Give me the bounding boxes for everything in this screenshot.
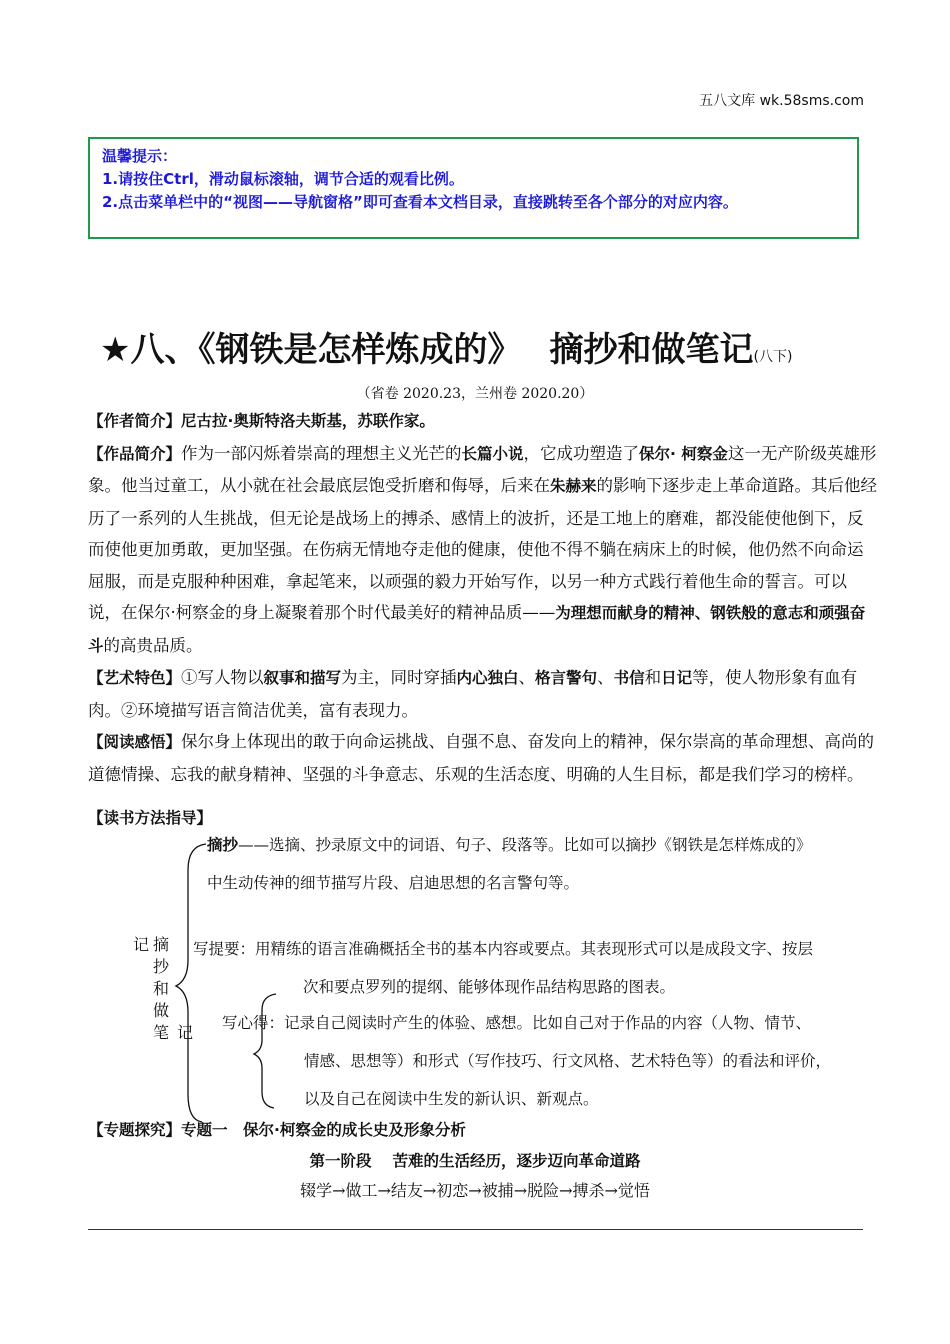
- method-branch-tail: 记: [177, 1023, 194, 1042]
- feeling-line-1: 记录自己阅读时产生的体验、感想。比如自己对于作品的内容（人物、情节、: [284, 1014, 812, 1032]
- art-text-4: 、: [597, 668, 614, 687]
- excerpt-line-1: ——选摘、抄录原文中的词语、句子、段落等。比如可以摘抄《钢铁是怎样炼成的》: [238, 836, 812, 854]
- branch-char-1: 摘: [153, 935, 170, 954]
- excerpt-block: [207, 826, 887, 902]
- feeling-line-3: 以及自己在阅读中生发的新认识、新观点。: [304, 1090, 599, 1108]
- feeling-line-2: 情感、思想等）和形式（写作技巧、行文风格、艺术特色等）的看法和评价，: [304, 1052, 832, 1070]
- art-text-1: ①写人物以: [181, 668, 264, 687]
- branch-char-3: 和: [153, 979, 170, 998]
- work-bold-3: 朱赫来: [550, 477, 597, 495]
- title-second: 摘抄和做笔记: [549, 330, 754, 370]
- page-title: [100, 322, 792, 371]
- art-bold-1: 叙事和描写: [263, 669, 342, 687]
- bottom-divider: [88, 1229, 863, 1230]
- topic-name: 专题一 保尔·柯察金的成长史及形象分析: [181, 1121, 466, 1139]
- excerpt-line-2: 中生动传神的细节描写片段、启迪思想的名言警句等。: [207, 874, 580, 892]
- header-site-label: 五八文库 wk.58sms.com: [699, 93, 864, 109]
- author-paragraph: [88, 405, 878, 438]
- tip-line-1: 1.请按住Ctrl，滑动鼠标滚轴，调节合适的观看比例。: [102, 170, 464, 188]
- reading-text: 保尔身上体现出的敢于向命运挑战、自强不息、奋发向上的精神，保尔崇高的革命理想、高尚的道德情操、忘我的献身精神、坚强的斗争意志、乐观的生活态度、明确的人生目标，都是我们学习的榜样。: [88, 732, 875, 784]
- work-text-4: 的影响下逐步走上革命道路。其后他经历了一系列的人生挑战，但无论是战场上的搏杀、感情上的波折，还是工地上的磨难，都没能使他倒下，反而使他更加勇敢，更加坚强。在伤病无情地夺走他的健康，使他不得不躺在病床上的时候，他仍然不向命运屈服，而是克服种种困难，拿起笔来，以顽强的毅力开始写作，以另一种方式践行着他生命的誓言。可以说，在保尔·柯察金的身上凝聚着那个时代最美好的精神品质——: [88, 476, 878, 622]
- method-root: 记: [133, 935, 150, 954]
- summary-block: [193, 930, 893, 1006]
- body-text: [88, 405, 878, 790]
- topic-heading: [88, 1118, 466, 1140]
- feeling-block: [222, 1004, 902, 1118]
- stage-flow: 辍学→做工→结友→初恋→被捕→脱险→搏杀→觉悟: [300, 1181, 650, 1200]
- work-paragraph: [88, 438, 878, 663]
- work-text-1: 作为一部闪烁着崇高的理想主义光芒的: [181, 443, 462, 463]
- stage-title: 第一阶段 苦难的生活经历，逐步迈向革命道路: [309, 1152, 641, 1170]
- method-label: 【读书方法指导】: [88, 809, 213, 827]
- work-bold-2: 保尔· 柯察金: [639, 444, 728, 463]
- work-bold-1: 长篇小说: [461, 444, 524, 463]
- art-bold-4: 书信: [613, 669, 645, 687]
- branch-char-5: 笔: [153, 1023, 170, 1042]
- reading-label: 【阅读感悟】: [88, 733, 182, 751]
- work-text-3: 这一无产阶级英雄形象。他当过童工，从小就在社会最底层饱受折磨和侮辱，后来在: [88, 443, 877, 495]
- art-bold-5: 日记: [661, 669, 693, 687]
- excerpt-label: 摘抄: [207, 836, 239, 854]
- art-text-6: 等，使人物形象有血有肉。②环境描写语言简洁优美，富有表现力。: [88, 668, 858, 720]
- summary-label: 写提要：: [193, 940, 256, 958]
- branch-char-2: 抄: [153, 957, 170, 976]
- art-text-5: 和: [644, 668, 662, 687]
- reading-paragraph: [88, 726, 878, 790]
- work-label: 【作品简介】: [88, 444, 182, 463]
- art-bold-2: 内心独白: [456, 669, 519, 687]
- summary-line-1: 用精练的语言准确概括全书的基本内容或要点。其表现形式可以是成段文字、按层: [255, 940, 814, 958]
- art-bold-3: 格言警句: [535, 669, 598, 687]
- art-paragraph: [88, 662, 878, 726]
- tip-box: [88, 137, 859, 239]
- author-text: 尼古拉·奥斯特洛夫斯基，苏联作家。: [181, 412, 435, 430]
- source-note: （省卷 2020.23，兰州卷 2020.20）: [356, 386, 594, 402]
- method-branch-column: [153, 934, 173, 1044]
- tip-title: 温馨提示：: [102, 147, 178, 165]
- author-label: 【作者简介】: [88, 412, 182, 430]
- summary-line-2: 次和要点罗列的提纲、能够体现作品结构思路的图表。: [303, 978, 676, 996]
- work-text-5: 的高贵品质。: [103, 635, 203, 655]
- feeling-label: 写心得：: [222, 1014, 285, 1032]
- title-main: ★八、《钢铁是怎样炼成的》: [100, 330, 522, 370]
- work-text-2: ，它成功塑造了: [523, 443, 640, 463]
- title-sub: (八下): [753, 349, 793, 365]
- tip-line-2: 2.点击菜单栏中的“视图——导航窗格”即可查看本文档目录，直接跳转至各个部分的对应内容。: [102, 193, 738, 211]
- work-bold-4: 为理想而献身的精神、钢铁般的意志和顽强奋斗: [88, 604, 866, 655]
- art-label: 【艺术特色】: [88, 669, 182, 687]
- art-text-2: 为主，同时穿插: [341, 668, 457, 687]
- topic-label: 【专题探究】: [88, 1121, 182, 1139]
- art-text-3: 、: [518, 668, 536, 687]
- branch-char-4: 做: [153, 1001, 170, 1020]
